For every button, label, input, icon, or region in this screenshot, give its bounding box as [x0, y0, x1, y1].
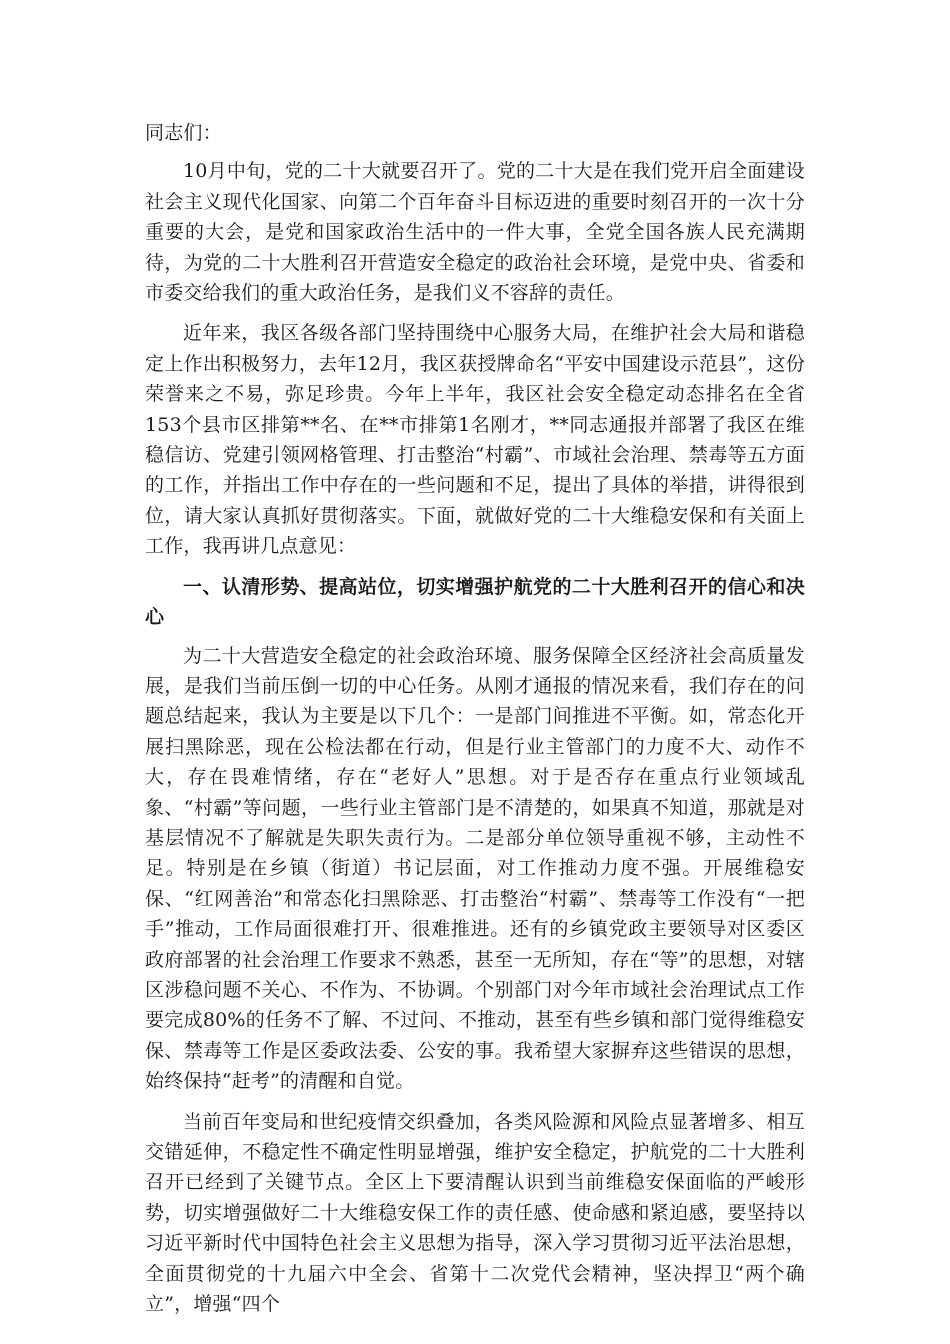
paragraph-intro: 10月中旬，党的二十大就要召开了。党的二十大是在我们党开启全面建设社会主义现代化国家、向第二个百年奋斗目标迈进的重要时刻召开的一次十分重要的大会，是党和国家政治生活中的一件大事，全党全国各族人民充满期待，为党的二十大胜利召开营造安全稳定的政治社会环境，是党中央、省委和市委交给我们的重大政治任务，是我们义不容辞的责任。 [145, 160, 805, 305]
paragraph-background: 近年来，我区各级各部门坚持围绕中心服务大局，在维护社会大局和谐稳定上作出积极努力，去年12月，我区获授牌命名“平安中国建设示范县”，这份荣誉来之不易，弥足珍贵。今年上半年，我区社会安全稳定动态排名在全省153个县市区排第**名、在**市排第1名刚才，**同志通报并部署了我区在维稳信访、党建引领网格管理、打击整治“村霸”、市域社会治理、禁毒等五方面的工作，并指出工作中存在的一些问题和不足，提出了具体的举措，讲得很到位，请大家认真抓好贯彻落实。下面，就做好党的二十大维稳安保和有关面上工作，我再讲几点意见： [145, 322, 805, 558]
salutation: 同志们： [145, 122, 222, 144]
document-page [145, 118, 805, 1329]
section-heading: 一、认清形势、提高站位，切实增强护航党的二十大胜利召开的信心和决心 [145, 575, 805, 629]
paragraph-problems: 为二十大营造安全稳定的社会政治环境、服务保障全区经济社会高质量发展，是我们当前压倒一切的中心任务。从刚才通报的情况来看，我们存在的问题总结起来，我认为主要是以下几个：一是部门间推进不平衡。如，常态化开展扫黑除恶，现在公检法都在行动，但是行业主管部门的力度不大、动作不大，存在畏难情绪，存在“老好人”思想。对于是否存在重点行业领域乱象、“村霸”等问题，一些行业主管部门是不清楚的，如果真不知道，那就是对基层情况不了解就是失职失责行为。二是部分单位领导重视不够，主动性不足。特别是在乡镇（街道）书记层面，对工作推动力度不强。开展维稳安保、“红网善治”和常态化扫黑除恶、打击整治“村霸”、禁毒等工作没有“一把手”推动，工作局面很难打开、很难推进。还有的乡镇党政主要领导对区委区政府部署的社会治理工作要求不熟悉，甚至一无所知，存在“等”的思想，对辖区涉稳问题不关心、不作为、不协调。个别部门对今年市域社会治理试点工作要完成80%的任务不了解、不过问、不推动，甚至有些乡镇和部门觉得维稳安保、禁毒等工作是区委政法委、公安的事。我希望大家摒弃这些错误的思想，始终保持“赶考”的清醒和自觉。 [145, 644, 805, 1093]
paragraph-situation: 当前百年变局和世纪疫情交织叠加，各类风险源和风险点显著增多、相互交错延伸，不稳定性不确定性明显增强，维护安全稳定，护航党的二十大胜利召开已经到了关键节点。全区上下要清醒认识到当前维稳安保面临的严峻形势，切实增强做好二十大维稳安保工作的责任感、使命感和紧迫感，要坚持以习近平新时代中国特色社会主义思想为指导，深入学习贯彻习近平法治思想，全面贯彻党的十九届六中全会、省第十二次党代会精神，坚决捍卫“两个确立”，增强“四个 [145, 1110, 805, 1316]
